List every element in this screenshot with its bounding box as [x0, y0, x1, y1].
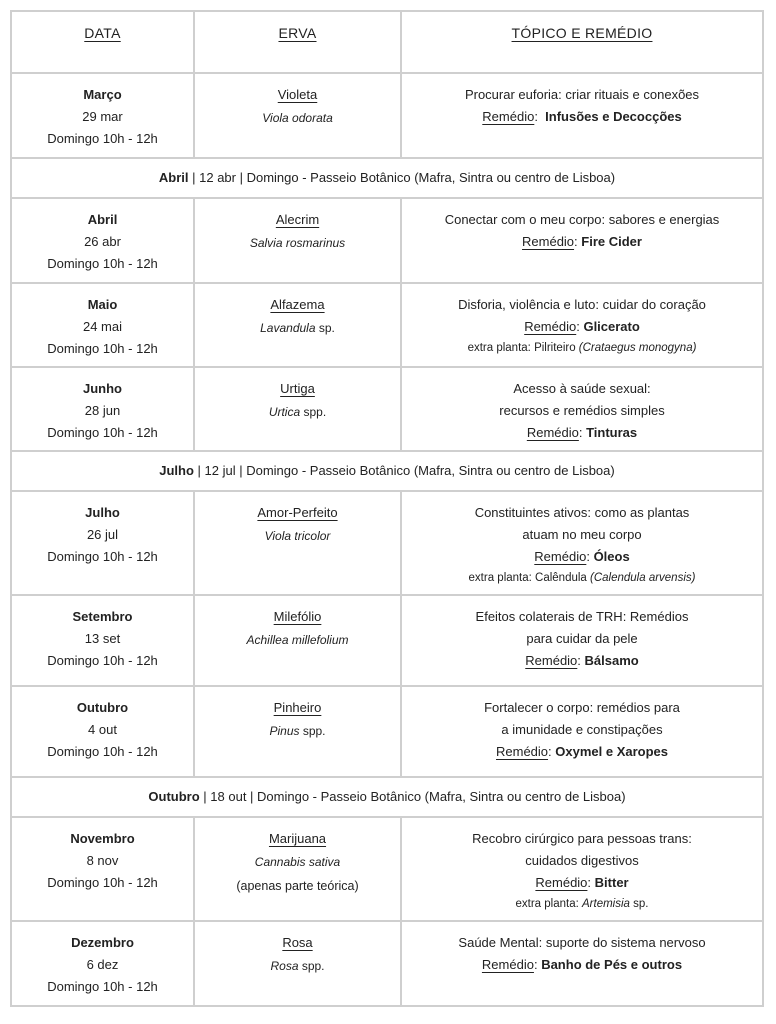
session-row	[11, 686, 763, 777]
herb-name: Marijuana	[268, 831, 327, 846]
remedy-name: Glicerato	[583, 319, 640, 334]
topic-line: Saúde Mental: suporte do sistema nervoso	[458, 935, 706, 950]
herb-latin-suffix: sp.	[315, 321, 335, 335]
topic-line: cuidados digestivos	[525, 853, 639, 868]
remedy-line: Remédio: Óleos	[534, 549, 630, 564]
remedy-label: Remédio	[524, 319, 577, 334]
extra-plant-latin: (Crataegus monogyna)	[578, 342, 697, 354]
remedy-label: Remédio	[481, 957, 534, 972]
session-month: Abril	[87, 212, 118, 227]
remedy-name: Banho de Pés e outros	[541, 957, 683, 972]
herb-name: Alfazema	[270, 297, 325, 312]
extra-plant-prefix: extra planta:	[515, 898, 582, 910]
session-time: Domingo 10h - 12h	[47, 549, 158, 564]
topic-line: Fortalecer o corpo: remédios para	[484, 700, 680, 715]
session-day: 8 nov	[86, 853, 119, 868]
remedy-name: Bitter	[594, 875, 629, 890]
session-day: 26 jul	[86, 527, 119, 542]
walk-cell	[11, 158, 763, 198]
session-month: Março	[83, 87, 122, 102]
header-topic	[401, 11, 763, 73]
herb-latin-suffix: spp.	[300, 405, 327, 419]
herb-latin-genus: Lavandula	[260, 321, 316, 335]
topic-cell	[401, 73, 763, 158]
topic-line: Acesso à saúde sexual:	[513, 381, 651, 396]
herb-latin	[195, 954, 400, 978]
walk-details: | 18 out | Domingo - Passeio Botânico (Mafra, Sintra ou centro de Lisboa)	[199, 789, 626, 804]
session-month: Outubro	[76, 700, 129, 715]
herb-cell	[194, 817, 401, 921]
session-time: Domingo 10h - 12h	[47, 131, 158, 146]
walk-row	[11, 777, 763, 817]
topic-line: Recobro cirúrgico para pessoas trans:	[472, 831, 692, 846]
date-cell	[11, 921, 194, 1006]
herb-cell	[194, 491, 401, 595]
herb-latin: Salvia rosmarinus	[249, 236, 346, 250]
extra-plant-latin: Artemisia	[582, 898, 630, 910]
walk-month: Outubro	[148, 789, 200, 804]
remedy-label: Remédio	[534, 549, 587, 564]
date-cell	[11, 283, 194, 367]
herb-cell	[194, 921, 401, 1006]
remedy-name: Tinturas	[586, 425, 638, 440]
walk-row	[11, 158, 763, 198]
remedy-label: Remédio	[525, 653, 578, 668]
session-row	[11, 817, 763, 921]
herb-cell	[194, 686, 401, 777]
herb-latin: Cannabis sativa	[254, 855, 341, 869]
date-cell	[11, 367, 194, 451]
topic-line: Conectar com o meu corpo: sabores e energias	[444, 212, 720, 227]
schedule-table	[10, 10, 764, 1007]
topic-line: a imunidade e constipações	[501, 722, 663, 737]
remedy-label: Remédio	[496, 744, 549, 759]
topic-cell	[401, 817, 763, 921]
herb-latin-genus: Rosa	[270, 959, 299, 973]
herb-latin	[195, 316, 400, 340]
herb-latin	[195, 719, 400, 743]
remedy-name: Fire Cider	[581, 234, 642, 249]
topic-cell	[401, 367, 763, 451]
herb-latin	[195, 400, 400, 424]
walk-details: | 12 jul | Domingo - Passeio Botânico (Mafra, Sintra ou centro de Lisboa)	[193, 463, 615, 478]
date-cell	[11, 686, 194, 777]
walk-month: Julho	[159, 463, 194, 478]
herb-name: Urtiga	[280, 381, 315, 396]
remedy-name: Óleos	[593, 549, 630, 564]
extra-plant	[402, 338, 762, 358]
session-time: Domingo 10h - 12h	[47, 979, 158, 994]
herb-cell	[194, 283, 401, 367]
header-topic-label: TÓPICO E REMÉDIO	[511, 25, 653, 41]
date-cell	[11, 198, 194, 283]
session-row	[11, 198, 763, 283]
header-herb-label: ERVA	[278, 25, 317, 41]
session-row	[11, 595, 763, 686]
topic-line: para cuidar da pele	[526, 631, 638, 646]
extra-plant-prefix: extra planta: Pilriteiro	[467, 342, 579, 354]
session-time: Domingo 10h - 12h	[47, 341, 158, 356]
herb-latin: Viola tricolor	[264, 529, 331, 543]
herb-name: Pinheiro	[273, 700, 322, 715]
herb-name: Milefólio	[273, 609, 322, 624]
herb-name: Alecrim	[275, 212, 320, 227]
walk-row	[11, 451, 763, 491]
topic-cell	[401, 595, 763, 686]
remedy-label: Remédio	[526, 425, 579, 440]
session-row	[11, 491, 763, 595]
topic-line: Constituintes ativos: como as plantas	[474, 505, 690, 520]
herb-cell	[194, 595, 401, 686]
topic-line: Efeitos colaterais de TRH: Remédios	[475, 609, 689, 624]
walk-month: Abril	[158, 170, 189, 185]
topic-cell	[401, 921, 763, 1006]
header-date-label: DATA	[84, 25, 121, 41]
session-row	[11, 921, 763, 1006]
session-row	[11, 367, 763, 451]
topic-cell	[401, 686, 763, 777]
session-day: 13 set	[84, 631, 121, 646]
extra-plant-latin: (Calendula arvensis)	[590, 572, 696, 584]
session-month: Dezembro	[71, 935, 134, 950]
herb-latin: Achillea millefolium	[246, 633, 349, 647]
header-row	[11, 11, 763, 73]
remedy-name: Infusões e Decocções	[545, 109, 682, 124]
herb-latin-genus: Pinus	[269, 724, 300, 738]
walk-details: | 12 abr | Domingo - Passeio Botânico (Mafra, Sintra ou centro de Lisboa)	[188, 170, 616, 185]
session-time: Domingo 10h - 12h	[47, 256, 158, 271]
session-time: Domingo 10h - 12h	[47, 425, 158, 440]
session-day: 6 dez	[86, 957, 119, 972]
remedy-label: Remédio	[522, 234, 575, 249]
herb-latin: Viola odorata	[262, 111, 333, 125]
walk-cell	[11, 451, 763, 491]
session-month: Setembro	[72, 609, 133, 624]
extra-plant	[402, 894, 762, 914]
remedy-name: Oxymel e Xaropes	[555, 744, 668, 759]
session-month: Junho	[83, 381, 122, 396]
topic-cell	[401, 283, 763, 367]
remedy-line: Remédio: Bitter	[535, 875, 629, 890]
extra-plant-prefix: extra planta: Calêndula	[468, 572, 590, 584]
remedy-line: Remédio: Bálsamo	[525, 653, 639, 668]
walk-cell	[11, 777, 763, 817]
remedy-label: Remédio	[482, 109, 535, 124]
topic-line: atuam no meu corpo	[522, 527, 642, 542]
remedy-line: Remédio: Glicerato	[524, 319, 640, 334]
topic-line: Procurar euforia: criar rituais e conexões	[464, 87, 700, 102]
session-day: 28 jun	[84, 403, 121, 418]
date-cell	[11, 595, 194, 686]
date-cell	[11, 73, 194, 158]
session-month: Julho	[85, 505, 120, 520]
session-month: Maio	[87, 297, 118, 312]
herb-cell	[194, 367, 401, 451]
remedy-line: Remédio: Tinturas	[526, 425, 638, 440]
herb-note: (apenas parte teórica)	[236, 879, 359, 893]
remedy-line: Remédio: Banho de Pés e outros	[481, 957, 683, 972]
topic-cell	[401, 198, 763, 283]
remedy-line: Remédio: Infusões e Decocções	[482, 109, 682, 124]
session-time: Domingo 10h - 12h	[47, 875, 158, 890]
header-date	[11, 11, 194, 73]
session-time: Domingo 10h - 12h	[47, 653, 158, 668]
session-month: Novembro	[70, 831, 135, 846]
herb-cell	[194, 198, 401, 283]
herb-cell	[194, 73, 401, 158]
date-cell	[11, 491, 194, 595]
session-day: 29 mar	[82, 109, 123, 124]
session-day: 24 mai	[82, 319, 123, 334]
topic-cell	[401, 491, 763, 595]
header-herb	[194, 11, 401, 73]
extra-plant	[402, 568, 762, 588]
session-day: 26 abr	[84, 234, 121, 249]
session-day: 4 out	[88, 722, 117, 737]
remedy-name: Bálsamo	[584, 653, 639, 668]
topic-line: Disforia, violência e luto: cuidar do coração	[458, 297, 706, 312]
session-time: Domingo 10h - 12h	[47, 744, 158, 759]
session-row	[11, 283, 763, 367]
herb-name: Amor-Perfeito	[257, 505, 338, 520]
herb-latin-suffix: spp.	[298, 959, 325, 973]
remedy-line: Remédio: Fire Cider	[522, 234, 642, 249]
date-cell	[11, 817, 194, 921]
session-row	[11, 73, 763, 158]
remedy-label: Remédio	[535, 875, 588, 890]
herb-name: Violeta	[277, 87, 318, 102]
herb-latin-genus: Urtica	[268, 405, 301, 419]
remedy-line: Remédio: Oxymel e Xaropes	[496, 744, 668, 759]
topic-line: recursos e remédios simples	[499, 403, 665, 418]
herb-latin-suffix: spp.	[299, 724, 326, 738]
herb-name: Rosa	[282, 935, 313, 950]
extra-plant-suffix: sp.	[629, 898, 649, 910]
